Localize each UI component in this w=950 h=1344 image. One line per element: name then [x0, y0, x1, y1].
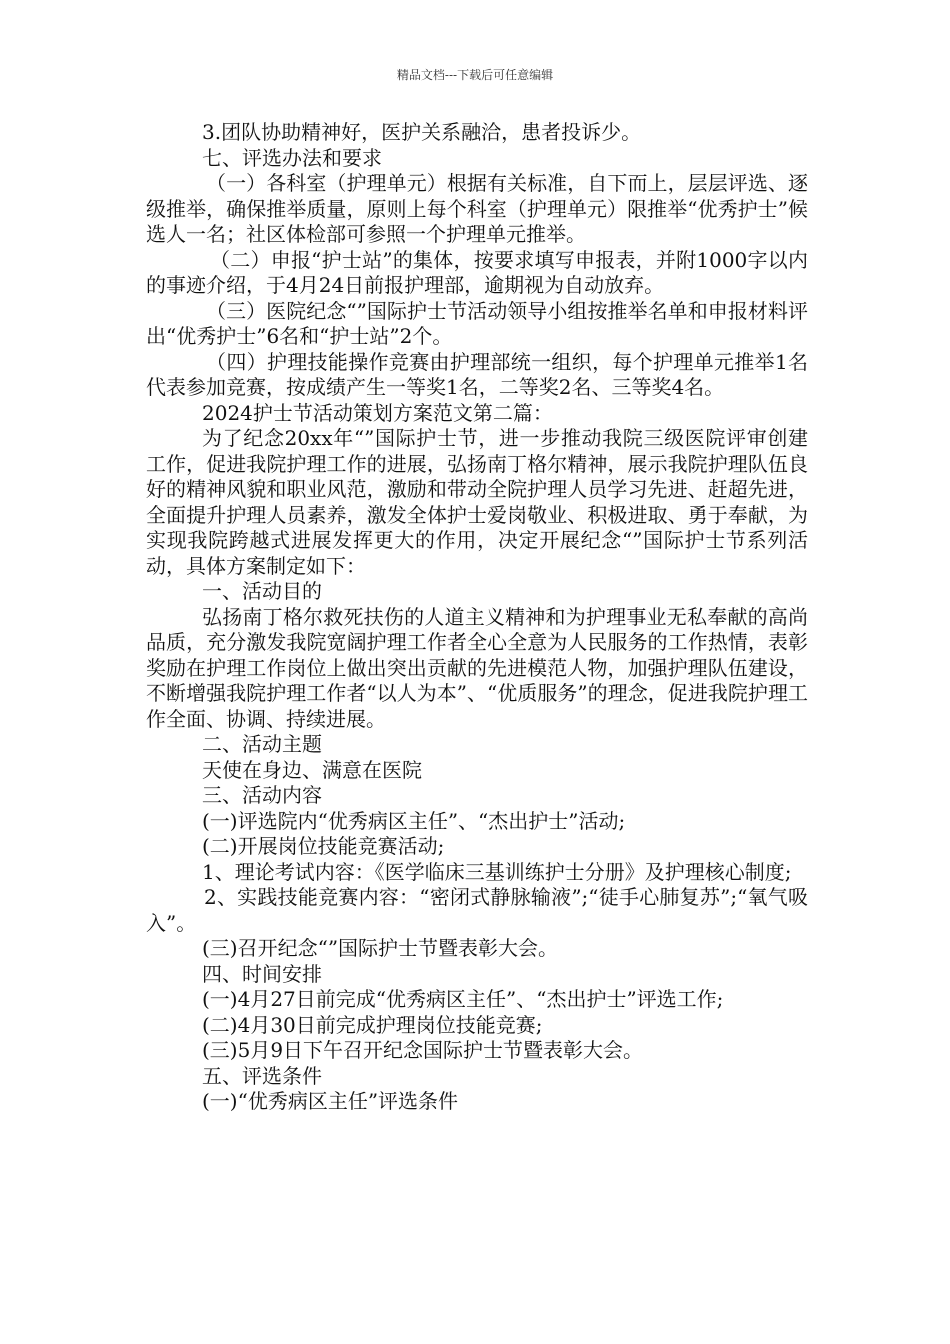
- paragraph: 为了纪念20xx年“”国际护士节，进一步推动我院三级医院评审创建工作，促进我院护理工作的进展，弘扬南丁格尔精神，展示我院护理队伍良好的精神风貌和职业风范，激励和带动全院护理人员学习先进、赶超先进，全面提升护理人员素养，激发全体护士爱岗敬业、积极进取、勇于奉献，为实现我院跨越式进展发挥更大的作用，决定开展纪念“”国际护士节系列活动，具体方案制定如下：: [146, 426, 808, 578]
- paragraph: (一)“优秀病区主任”评选条件: [202, 1089, 459, 1113]
- paragraph: （三）医院纪念“”国际护士节活动领导小组按推举名单和申报材料评出“优秀护士”6名和“护士站”2个。: [146, 298, 808, 348]
- paragraph: 1、理论考试内容：《医学临床三基训练护士分册》及护理核心制度;: [202, 859, 792, 884]
- paragraph: 二、活动主题: [202, 732, 322, 756]
- paragraph: (一)4月27日前完成“优秀病区主任”、“杰出护士”评选工作;: [202, 987, 724, 1011]
- paragraph: （二）申报“护士站”的集体，按要求填写申报表，并附1000字以内的事迹介绍，于4月24日前报护理部，逾期视为自动放弃。: [146, 247, 808, 297]
- paragraph: (二)开展岗位技能竞赛活动;: [202, 834, 445, 858]
- paragraph: 天使在身边、满意在医院: [202, 757, 422, 782]
- paragraph: 三、活动内容: [202, 783, 322, 807]
- paragraph: 五、评选条件: [202, 1063, 322, 1088]
- paragraph: 一、活动目的: [202, 579, 322, 603]
- paragraph: 七、评选办法和要求: [202, 145, 382, 170]
- paragraph: 3.团队协助精神好，医护关系融洽，患者投诉少。: [202, 120, 642, 144]
- paragraph: （四）护理技能操作竞赛由护理部统一组织，每个护理单元推举1名代表参加竞赛，按成绩产生一等奖1名，二等奖2名、三等奖4名。: [146, 349, 808, 399]
- document-body: [146, 120, 808, 1115]
- paragraph: (三)召开纪念“”国际护士节暨表彰大会。: [202, 936, 559, 960]
- paragraph: (三)5月9日下午召开纪念国际护士节暨表彰大会。: [202, 1038, 644, 1062]
- paragraph: (二)4月30日前完成护理岗位技能竞赛;: [202, 1012, 543, 1037]
- paragraph: 2024护士节活动策划方案范文第二篇：: [202, 400, 553, 425]
- paragraph: 弘扬南丁格尔救死扶伤的人道主义精神和为护理事业无私奉献的高尚品质，充分激发我院宽阔护理工作者全心全意为人民服务的工作热情，表彰奖励在护理工作岗位上做出突出贡献的先进模范人物，加强护理队伍建设，不断增强我院护理工作者“以人为本”、“优质服务”的理念，促进我院护理工作全面、协调、持续进展。: [146, 604, 808, 731]
- paragraph: 2、实践技能竞赛内容：“密闭式静脉输液”;“徒手心肺复苏”;“氧气吸入”。: [146, 885, 808, 935]
- page-header: 精品文档---下载后可任意编辑: [396, 68, 554, 82]
- paragraph: 四、时间安排: [202, 961, 322, 986]
- paragraph: (一)评选院内“优秀病区主任”、“杰出护士”活动;: [202, 808, 626, 833]
- paragraph: （一）各科室（护理单元）根据有关标准，自下而上，层层评选、逐级推举，确保推举质量，原则上每个科室（护理单元）限推举“优秀护士”候选人一名；社区体检部可参照一个护理单元推举。: [146, 171, 808, 246]
